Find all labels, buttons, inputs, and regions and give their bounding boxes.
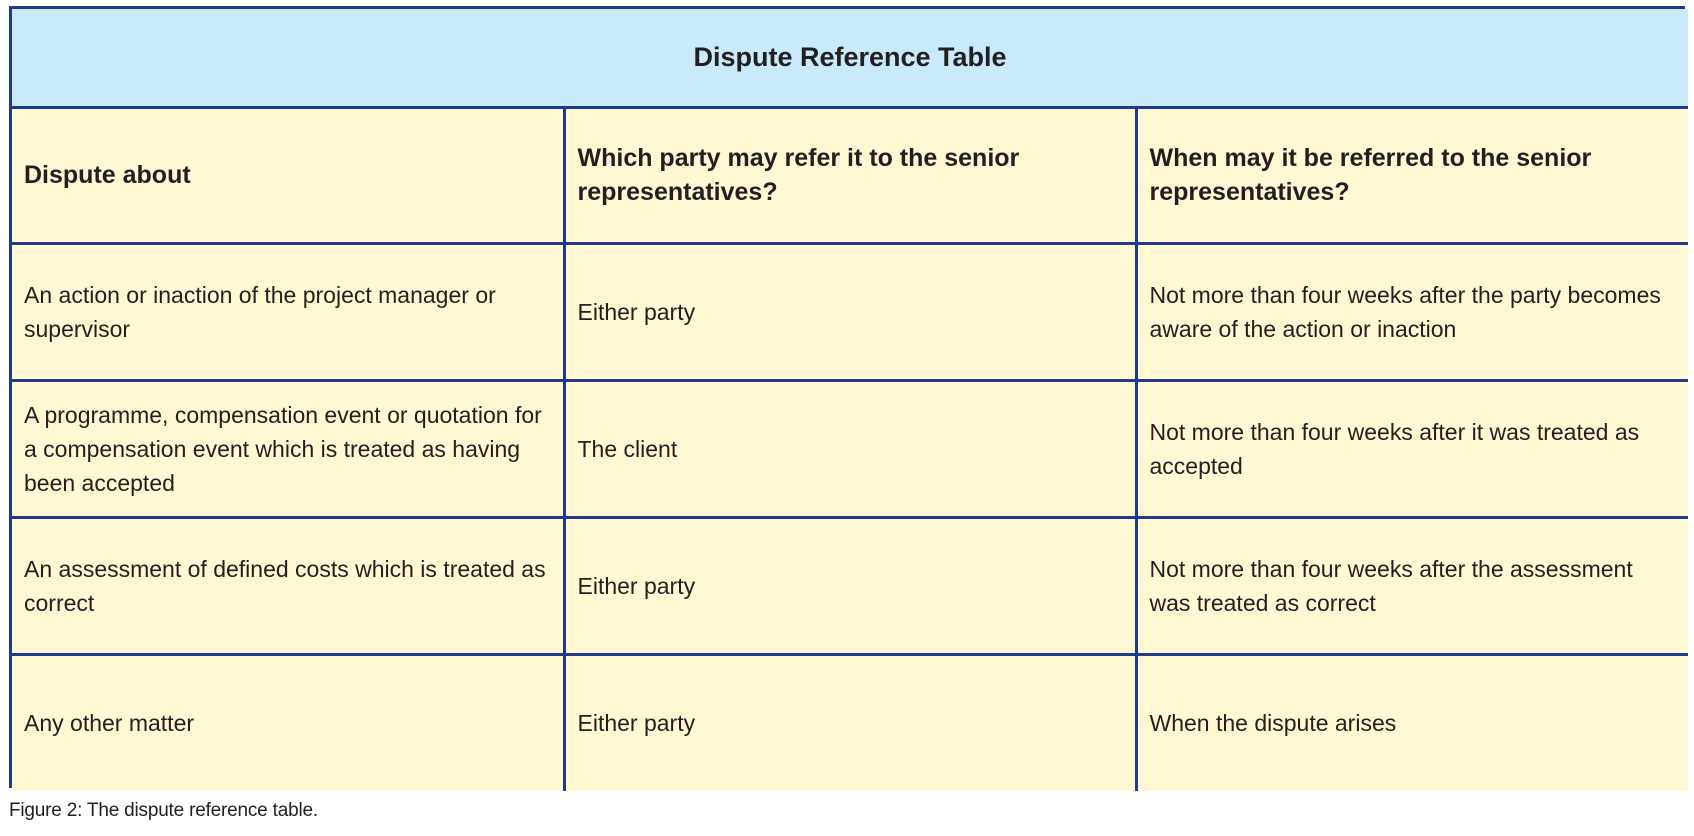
- table-cell: Not more than four weeks after the party becomes aware of the action or inaction: [1136, 243, 1688, 380]
- table-cell: Any other matter: [12, 654, 564, 791]
- table-row: [12, 517, 1688, 654]
- table: [12, 9, 1688, 791]
- table-title-row: [12, 9, 1688, 107]
- column-header-referral-timing: When may it be referred to the senior representatives?: [1136, 107, 1688, 243]
- column-header-dispute-about: Dispute about: [12, 107, 564, 243]
- table-cell: An action or inaction of the project manager or supervisor: [12, 243, 564, 380]
- table-row: [12, 654, 1688, 791]
- table-cell: When the dispute arises: [1136, 654, 1688, 791]
- table-cell: A programme, compensation event or quotation for a compensation event which is treated as having been accepted: [12, 380, 564, 517]
- table-cell: Not more than four weeks after it was treated as accepted: [1136, 380, 1688, 517]
- table-title: Dispute Reference Table: [12, 9, 1688, 107]
- table-cell: Either party: [564, 654, 1136, 791]
- table-row: [12, 243, 1688, 380]
- dispute-reference-table: [9, 6, 1685, 788]
- table-cell: Not more than four weeks after the assessment was treated as correct: [1136, 517, 1688, 654]
- figure-caption: Figure 2: The dispute reference table.: [9, 800, 318, 821]
- table-row: [12, 380, 1688, 517]
- table-cell: Either party: [564, 243, 1136, 380]
- table-cell: Either party: [564, 517, 1136, 654]
- table-header-row: [12, 107, 1688, 243]
- table-cell: The client: [564, 380, 1136, 517]
- table-cell: An assessment of defined costs which is treated as correct: [12, 517, 564, 654]
- column-header-referring-party: Which party may refer it to the senior representatives?: [564, 107, 1136, 243]
